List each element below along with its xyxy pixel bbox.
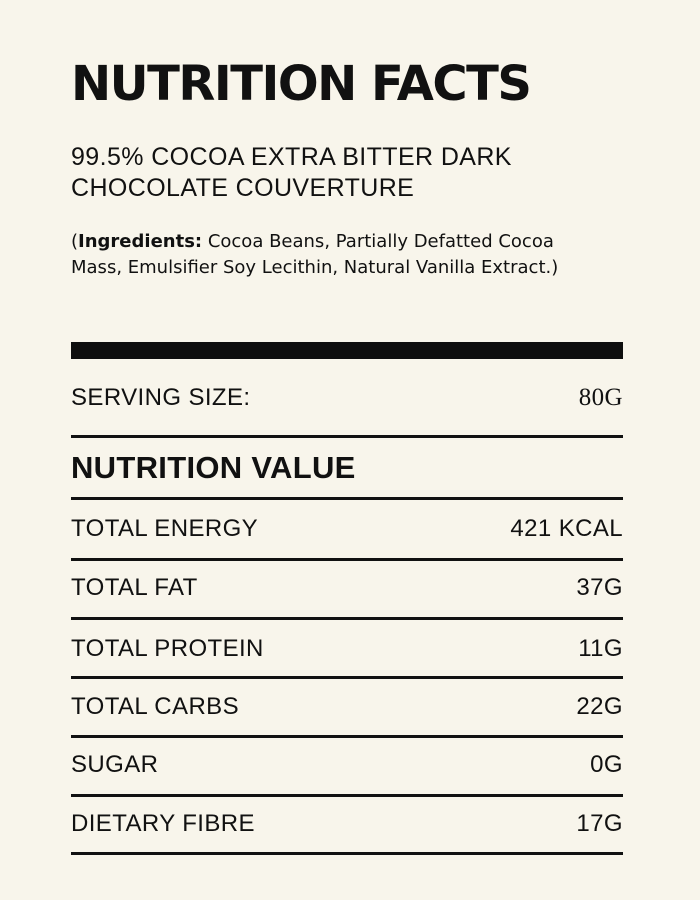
divider <box>71 794 623 797</box>
nutrient-row-fat <box>71 570 623 606</box>
nutrient-label: TOTAL FAT <box>71 574 198 601</box>
nutrient-row-fibre <box>71 806 623 842</box>
ingredients-label: Ingredients: <box>78 231 203 252</box>
divider <box>71 852 623 855</box>
nutrient-value: 37G <box>576 574 623 601</box>
nutrient-value: 0G <box>590 751 623 778</box>
divider <box>71 735 623 738</box>
serving-size-row <box>71 380 623 416</box>
thick-divider <box>71 342 623 359</box>
nutrient-row-energy <box>71 511 623 547</box>
nutrient-label: TOTAL PROTEIN <box>71 635 264 662</box>
divider <box>71 435 623 438</box>
ingredients-open-paren: ( <box>71 231 79 252</box>
nutrient-label: DIETARY FIBRE <box>71 810 255 837</box>
ingredients-block <box>71 229 591 281</box>
divider <box>71 558 623 561</box>
product-name <box>71 142 631 204</box>
section-heading: NUTRITION VALUE <box>71 450 356 485</box>
page-title: NUTRITION FACTS <box>71 56 531 112</box>
nutrient-row-protein <box>71 631 623 667</box>
nutrient-value: 11G <box>578 635 623 662</box>
divider <box>71 676 623 679</box>
nutrient-value: 17G <box>576 810 623 837</box>
product-name-line-1: 99.5% COCOA EXTRA BITTER DARK <box>71 143 512 171</box>
nutrient-label: TOTAL CARBS <box>71 693 239 720</box>
serving-size-value: 80G <box>578 384 623 411</box>
nutrient-row-sugar <box>71 747 623 783</box>
nutrient-value: 421 KCAL <box>510 515 623 542</box>
nutrient-label: TOTAL ENERGY <box>71 515 259 542</box>
nutrient-value: 22G <box>576 693 623 720</box>
nutrient-row-carbs <box>71 689 623 725</box>
product-name-line-2: CHOCOLATE COUVERTURE <box>71 174 415 202</box>
ingredients-text: Cocoa Beans, Partially Defatted Cocoa Mass, Emulsifier Soy Lecithin, Natural Vanilla Extract.) <box>71 231 559 278</box>
serving-size-label: SERVING SIZE: <box>71 384 251 411</box>
nutrient-label: SUGAR <box>71 751 159 778</box>
nutrition-label <box>71 0 623 900</box>
divider <box>71 617 623 620</box>
divider <box>71 497 623 500</box>
